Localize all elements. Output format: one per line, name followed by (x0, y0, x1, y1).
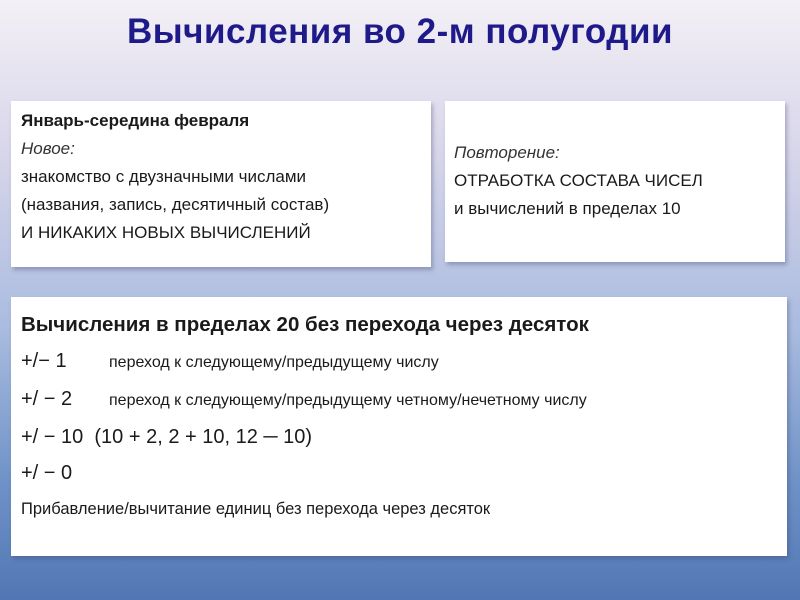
left-box-line: знакомство с двузначными числами (21, 167, 307, 186)
right-box-line: ОТРАБОТКА СОСТАВА ЧИСЕЛ (454, 171, 703, 190)
left-box-line: (названия, запись, десятичный состав) (21, 195, 330, 214)
left-text-box (11, 101, 431, 267)
operation-row (21, 381, 787, 419)
bottom-text-box (11, 297, 787, 556)
operation-row: +/ − 0 (21, 462, 73, 484)
slide-title: Вычисления во 2-м полугодии (126, 12, 674, 51)
bottom-box-heading: Вычисления в пределах 20 без перехода через десяток (21, 313, 589, 336)
right-box-sublabel: Повторение: (454, 143, 560, 162)
operation-label: +/ − 2 (21, 388, 73, 410)
operation-label: +/− 1 (21, 350, 67, 372)
left-box-line: И НИКАКИХ НОВЫХ ВЫЧИСЛЕНИЙ (21, 223, 311, 242)
operation-description: переход к следующему/предыдущему числу (109, 354, 439, 371)
bottom-box-footer: Прибавление/вычитание единиц без перехода через десяток (21, 500, 491, 518)
left-box-heading: Январь-середина февраля (21, 111, 250, 130)
right-box-line: и вычислений в пределах 10 (454, 199, 681, 218)
operation-row (21, 343, 787, 381)
operation-description: переход к следующему/предыдущему четному/нечетному числу (109, 392, 587, 409)
right-text-box (445, 101, 785, 262)
operation-row: +/ − 10 (10 + 2, 2 + 10, 12 ─ 10) (21, 426, 313, 448)
left-box-sublabel: Новое: (21, 139, 75, 158)
